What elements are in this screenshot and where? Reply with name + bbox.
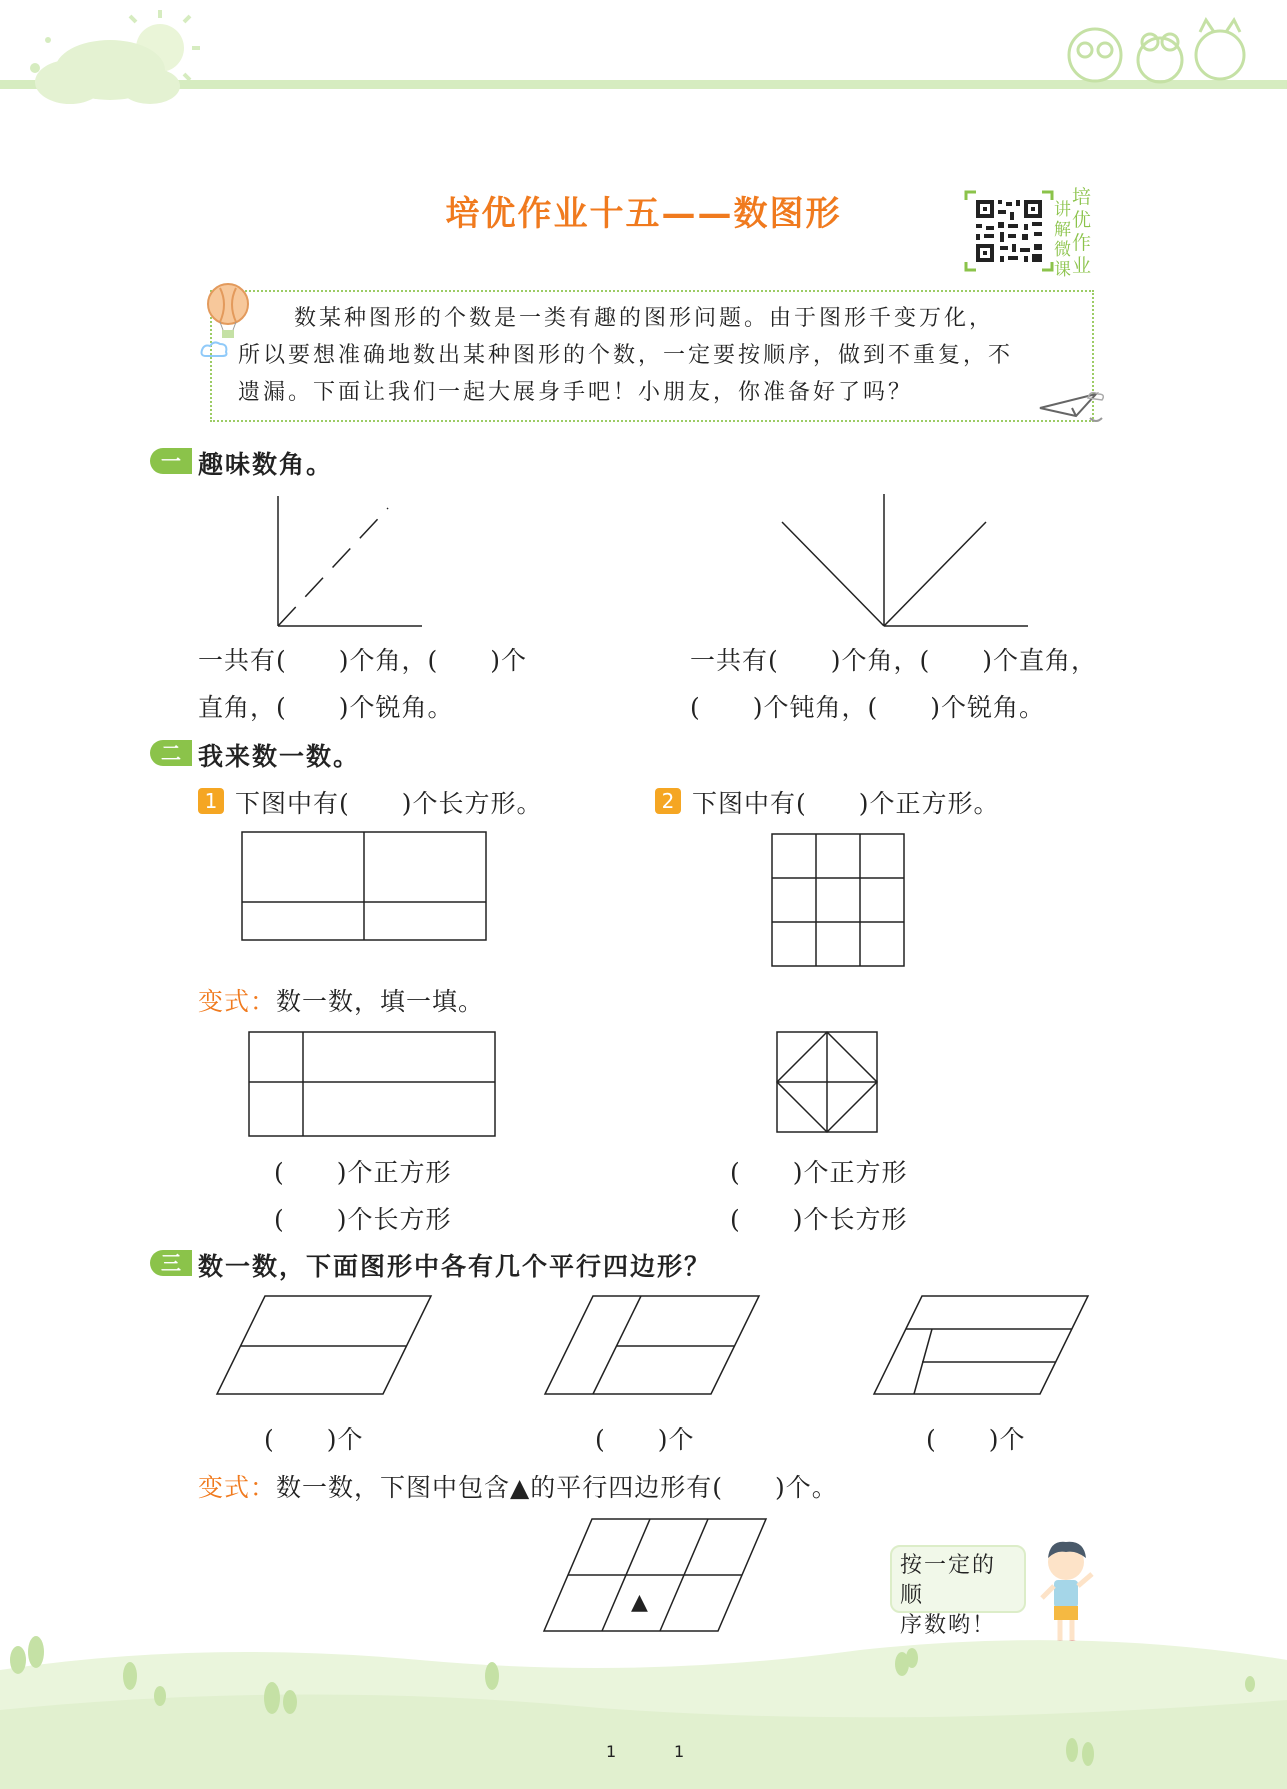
tip-line-2: 序数哟！	[900, 1613, 997, 1638]
section-1-right-line-2: ( )个钝角，( )个锐角。	[690, 693, 1046, 722]
variant-text: 数一数，填一填。	[276, 987, 485, 1016]
variant-diamond-square-figure	[775, 1030, 881, 1136]
section-1-badge: 一	[150, 448, 192, 474]
intro-text	[238, 300, 1068, 411]
section-3-variant	[198, 1468, 838, 1504]
section-1-title: 趣味数角。	[198, 450, 334, 479]
angle-figure-left	[270, 490, 430, 630]
intro-line-1: 数某种图形的个数是一类有趣的图形问题。由于图形千变万化，	[294, 306, 995, 331]
section-1-left-line-1: 一共有( )个角，( )个	[198, 646, 528, 675]
variant-right-squares: ( )个正方形	[730, 1158, 908, 1187]
question-1-badge: 1	[198, 788, 224, 814]
variant-label: 变式：	[198, 987, 277, 1016]
qr-code-icon	[964, 190, 1054, 272]
footer-landscape	[0, 1630, 1287, 1789]
rectangle-figure-q1	[240, 830, 490, 942]
qr-label-micro-lesson: 讲解微课	[1054, 200, 1071, 280]
section-2-title: 我来数一数。	[198, 742, 361, 771]
section-3-answer-3: ( )个	[926, 1425, 1026, 1454]
section-1-right-line-1: 一共有( )个角，( )个直角，	[690, 646, 1098, 675]
page-title: 培优作业十五——数图形	[445, 194, 842, 234]
variant-right-rectangles: ( )个长方形	[730, 1205, 908, 1234]
angle-figure-right	[778, 490, 1038, 630]
intro-line-3: 遗漏。下面让我们一起大展身手吧！小朋友，你准备好了吗？	[238, 380, 914, 405]
question-1-text: 下图中有( )个长方形。	[235, 789, 543, 818]
question-2-badge: 2	[655, 788, 681, 814]
small-cloud-icon	[200, 340, 230, 360]
paper-plane-icon	[1036, 388, 1106, 428]
question-2-text: 下图中有( )个正方形。	[692, 789, 1000, 818]
page-number-right: 1	[674, 1742, 685, 1761]
parallelogram-figure-1	[215, 1292, 435, 1398]
variant-rectangle-figure	[247, 1030, 499, 1138]
square-grid-figure-q2	[770, 832, 906, 968]
page-number-left: 1	[606, 1742, 617, 1761]
section-1-left-line-2: 直角，( )个锐角。	[198, 693, 454, 722]
section-3-answer-1: ( )个	[264, 1425, 364, 1454]
section-3-answer-2: ( )个	[595, 1425, 695, 1454]
variant-left-squares: ( )个正方形	[274, 1158, 452, 1187]
tip-line-1: 按一定的顺	[900, 1553, 997, 1608]
parallelogram-figure-2	[543, 1292, 763, 1398]
section-3-title: 数一数，下面图形中各有几个平行四边形？	[198, 1252, 712, 1281]
parallelogram-grid-figure	[540, 1515, 770, 1635]
qr-label-homework: 培优作业	[1072, 186, 1092, 277]
intro-line-2: 所以要想准确地数出某种图形的个数，一定要按顺序，做到不重复，不	[238, 343, 1014, 368]
parallelogram-figure-3	[872, 1292, 1092, 1398]
animal-faces-icon	[1069, 20, 1244, 82]
variant-left-rectangles: ( )个长方形	[274, 1205, 452, 1234]
section-2-badge: 二	[150, 740, 192, 766]
qr-code[interactable]	[964, 190, 1054, 272]
section-3-badge: 三	[150, 1250, 192, 1276]
section-2-variant	[198, 982, 484, 1018]
tip-bubble	[890, 1545, 1026, 1638]
triangle-marker: ▲	[631, 1590, 648, 1615]
variant-label-2: 变式：	[198, 1473, 277, 1502]
variant-text-2: 数一数，下图中包含▲的平行四边形有( )个。	[276, 1473, 838, 1502]
header-decoration	[0, 0, 1287, 120]
